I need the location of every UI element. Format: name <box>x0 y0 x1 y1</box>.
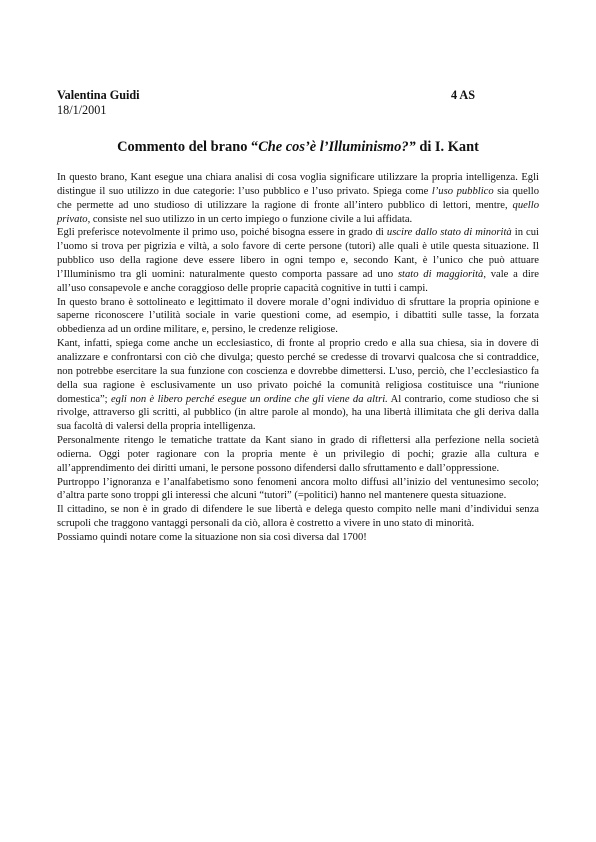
italic-phrase: egli non è libero perché esegue un ordine che gli viene da altri. <box>110 393 388 405</box>
paragraph-1 <box>57 171 539 226</box>
paragraph-text: Personalmente ritengo le tematiche trattate da Kant siano in grado di riflettersi alla perfezione nella società odierna. Oggi poter ragionare con la propria mente è un privilegio di pochi; grazie alla cultura e all’apprendimento dei diritti umani, le persone possono difendersi dallo sfruttamento e dall’oppressione. <box>57 435 539 474</box>
paragraph-4 <box>57 337 539 434</box>
paragraph-text: consiste nel suo utilizzo in un certo impiego o funzione civile a lui affidata. <box>90 213 413 225</box>
class-label: 4 AS <box>450 88 475 102</box>
paragraph-text: Egli preferisce notevolmente il primo uso, poiché bisogna essere in grado di <box>57 227 387 239</box>
paragraph-text: , vale a dire all’uso consapevole e anche coraggioso delle proprie capacità cognitive in tutti i campi. <box>57 268 540 294</box>
italic-phrase: quello privato, <box>57 199 539 225</box>
document-header <box>57 88 539 118</box>
paragraph-7 <box>57 503 539 531</box>
italic-phrase: uscire dallo stato di minorità <box>386 227 512 239</box>
paragraph-text: Il cittadino, se non è in grado di difendere le sue libertà e delega questo compito nelle mani d’individui senza scrupoli che traggono vantaggi personali da ciò, allora è costretto a vivere in uno stato di minorità. <box>57 504 539 530</box>
paragraph-text: Al contrario, come studioso che si rivolge, attraverso gli scritti, al pubblico (in altre parole al mondo), ha una libertà illimitata che gli deriva dalla sua facoltà di valersi della propria intelligenza. <box>57 393 539 433</box>
paragraph-3 <box>57 296 539 338</box>
document-title <box>57 138 539 156</box>
title-work: Che cos’è l’Illuminismo?” <box>258 139 416 155</box>
paragraph-5 <box>57 434 539 476</box>
paragraph-text: Kant, infatti, spiega come anche un ecclesiastico, di fronte al proprio credo e alla sua chiesa, sia in dovere di analizzare e confrontarsi con ciò che divulga; questo perché se credesse di trovarvi qualcosa che si contraddice, non potrebbe esercitare la sua funzione con coscienza e dovrebbe dimettersi. L'uso, perciò, che l’ecclesiastico fa della sua ragione è esclusivamente un uso privato poiché la comunità religiosa costituisce una “riunione domestica”; <box>57 338 539 405</box>
paragraph-8 <box>57 531 539 545</box>
italic-phrase: l’uso pubblico <box>431 185 494 197</box>
paragraph-text: sia quello che permette ad uno studioso di utilizzare la ragione di fronte all’intero pubblico di lettori, mentre, <box>57 185 539 211</box>
title-suffix: di I. Kant <box>415 139 479 155</box>
italic-phrase: stato di maggiorità <box>397 268 484 280</box>
paragraph-text: in cui l’uomo si trova per pigrizia e viltà, a solo favore di certe persone (tutori) alle quali è utile questa situazione. Il pubblico uso della ragione deve essere libero in ogni tempo e, secondo Kant, è l’unico che può attuare l’Illuminismo tra gli uomini: naturalmente questo comporta passare ad uno <box>57 227 539 280</box>
paragraph-text: In questo brano, Kant esegue una chiara analisi di cosa voglia significare utilizzare la propria intelligenza. Egli distingue il suo utilizzo in due categorie: l’uso pubblico e l’uso privato. Spiega come <box>57 172 539 197</box>
title-prefix: Commento del brano “ <box>117 139 259 155</box>
document-date: 18/1/2001 <box>57 103 107 117</box>
paragraph-text: In questo brano è sottolineato e legittimato il dovere morale d’ogni individuo di sfruttare la propria opinione e saperne riconoscere l’utilità sociale in varie questioni come, ad esempio, i dibattiti sulle tasse, la forzata obbedienza ad un ordine militare, e, persino, le credenze religiose. <box>57 296 539 336</box>
paragraph-text: Purtroppo l’ignoranza e l’analfabetismo sono fenomeni ancora molto diffusi all’inizio del ventunesimo secolo; d’altra parte sono troppi gli interessi che alcuni “tutori” (=politici) hanno nel mantenere questa situazione. <box>57 476 539 502</box>
document-body <box>57 171 539 545</box>
paragraph-text: Possiamo quindi notare come la situazione non sia così diversa dal 1700! <box>57 531 367 543</box>
paragraph-2 <box>57 226 539 295</box>
paragraph-6 <box>57 476 539 504</box>
author-name: Valentina Guidi <box>57 88 140 102</box>
header-row <box>57 88 539 103</box>
